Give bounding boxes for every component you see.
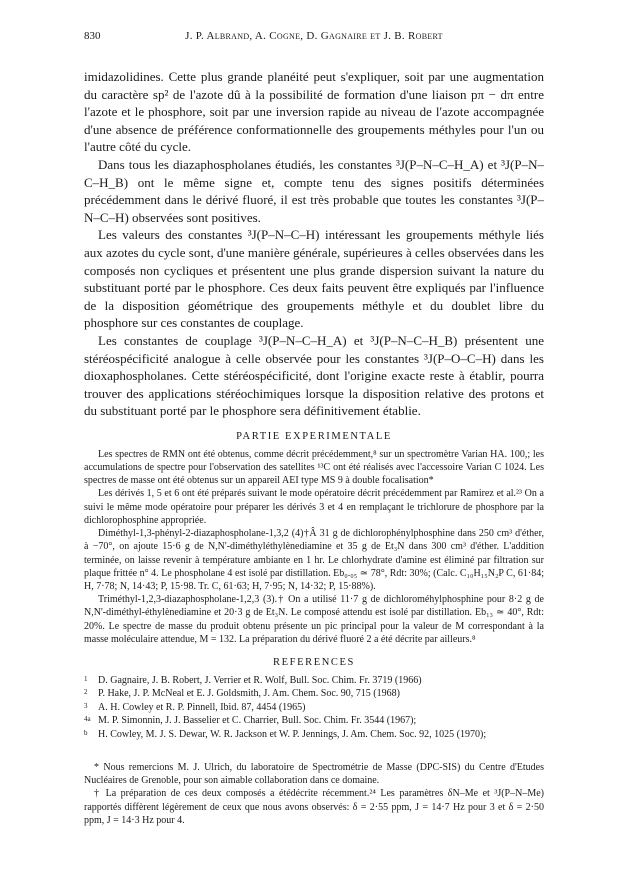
footnote: † La préparation de ces deux composés a étédécrite récemment.²⁴ Les paramètres δN–Me et ³J(P–N–Me) rapportés diffèrent légèrement de ceux que nous avons observés: δ = 2·55 ppm, J = 14·7 Hz pour 3 et δ = 2·50 ppm, J = 14·3 Hz pour 4.: [84, 788, 544, 826]
footnotes: [84, 761, 544, 827]
experimental-paragraph: Les spectres de RMN ont été obtenus, comme décrit précédemment,⁸ sur un spectromètre Varian HA. 100,; les accumulations de spectre pour l'observation des satellites ¹³C ont été réalisés avec l'accessoire Varian C 1024. Les spectres de masse ont été obtenus sur un appareil AEI type MS 9 à double focalisation*: [84, 448, 544, 487]
paragraph: imidazolidines. Cette plus grande planéité peut s'expliquer, soit par une augmentation du caractère sp² de l'azote dû à la possibilité de formation d'une liaison pπ − dπ entre l'azote et le phosphore, soit par une inversion rapide au niveau de l'azote accompagnée d'une absence de préférence conformationnelle des groupements méthyles pour l'un ou l'autre côté du cycle.: [84, 69, 544, 155]
running-header: [84, 30, 544, 46]
reference-text: A. H. Cowley et R. P. Pinnell, Ibid. 87, 4454 (1965): [98, 701, 306, 713]
experimental-paragraph: Diméthyl-1,3-phényl-2-diazaphospholane-1,3,2 (4)†Â 31 g de dichlorophénylphosphine dans 250 cm³ d'éther, à −70°, on ajoute 15·6 g de N,N'-diméthyléthylènediamine et 35 g de Et₃N dans 300 cm³ d'éther. L'addition terminée, on laisse revenir à température ambiante en 1 hr. Le chlorhydrate d'amine est éliminé par filtration sur plaque frittée n° 4. Le phospholane 4 est isolé par distillation. Eb₀.₀₅ ≃ 78°, Rdt: 30%; (Calc. C₁₀H₁₅N₂P C, 61·84; H, 7·78; N, 14·43; P, 15·98. Tr. C, 61·63; H, 7·95; N, 14·32; P, 15·88%).: [84, 528, 544, 592]
paragraph: Dans tous les diazaphospholanes étudiés, les constantes ³J(P–N–C–H_A) et ³J(P–N–C–H_B) ont le même signe et, compte tenu des signes positifs déterminées précédemment dans le dérivé fluoré, il est très probable que toutes les constantes ³J(P–N–C–H) observées sont positives.: [84, 156, 544, 225]
reference-text: M. P. Simonnin, J. J. Basselier et C. Charrier, Bull. Soc. Chim. Fr. 3544 (1967);: [98, 715, 417, 727]
experimental-paragraph: Les dérivés 1, 5 et 6 ont été préparés suivant le mode opératoire décrit précédemment par Ramirez et al.²³ On a suivi le même mode opératoire pour préparer les dérivés 3 et 4 en remplaçant le trichlorure de phosphore par la dichlorophosphine appropriée.: [84, 488, 544, 526]
main-text: [84, 68, 544, 420]
page: [84, 30, 544, 827]
reference-number: 3: [84, 701, 88, 710]
reference-number: 2: [84, 688, 88, 697]
reference-list: [84, 674, 544, 741]
reference-text: H. Cowley, M. J. S. Dewar, W. R. Jackson et W. P. Jennings, J. Am. Chem. Soc. 92, 1025 (1970);: [98, 728, 487, 740]
running-head-authors: J. P. Albrand, A. Cogne, D. Gagnaire et J. B. Robert: [185, 30, 443, 42]
references-title: REFERENCES: [273, 656, 355, 668]
paragraph: Les valeurs des constantes ³J(P–N–C–H) intéressant les groupements méthyle liés aux azotes du cycle sont, d'une manière générale, supérieures à celles observées dans les composés non cycliques et présentent une plus grande dispersion suivant la nature du substituant porté par le phosphore. Ces deux faits peuvent être expliqués par l'influence de la disposition géométrique des groupements méthyle et du doublet libre du phosphore sur ces constantes de couplage.: [84, 227, 544, 331]
page-number: 830: [84, 30, 101, 42]
reference-number: b: [84, 728, 88, 737]
reference-item: [84, 714, 544, 727]
reference-text: P. Hake, J. P. McNeal et E. J. Goldsmith, J. Am. Chem. Soc. 90, 715 (1968): [98, 688, 400, 700]
reference-item: [84, 728, 544, 741]
footnote: * Nous remercions M. J. Ulrich, du laboratoire de Spectrométrie de Masse (DPC-SIS) du Centre d'Etudes Nucléaires de Grenoble, pour son aimable collaboration dans ce domaine.: [84, 761, 544, 787]
paragraph: Les constantes de couplage ³J(P–N–C–H_A) et ³J(P–N–C–H_B) présentent une stéréospécificité analogue à celle observée pour les constantes ³J(P–O–C–H) dans les dioxaphospholanes. Cette stéréospécificité, dont l'origine exacte reste à établir, pourra trouver des applications stéréochimiques lorsque la disposition relative des protons et du substituant porté par le phosphore sera définitivement établie.: [84, 332, 544, 419]
reference-number: 4a: [84, 715, 91, 724]
experimental-paragraph: Triméthyl-1,2,3-diazaphospholane-1,2,3 (3).† On a utilisé 11·7 g de dichloroméhylphosphine pour 8·2 g de N,N'-diméthyl-éthylènediamine et 20·3 g de Et₃N. Le composé attendu est isolé par distillation. Eb₁₃ ≃ 40°, Rdt: 20%. Le spectre de masse du produit obtenu présente un pic principal pour la valeur de M correspondant à la masse moléculaire attendue, M = 132. La préparation du dérivé fluoré 2 a été décrite par ailleurs.⁸: [84, 594, 544, 645]
reference-item: [84, 701, 544, 714]
reference-text: D. Gagnaire, J. B. Robert, J. Verrier et R. Wolf, Bull. Soc. Chim. Fr. 3719 (1966): [98, 674, 422, 686]
reference-item: [84, 687, 544, 700]
reference-number: 1: [84, 674, 88, 683]
experimental-section-title: PARTIE EXPERIMENTALE: [236, 430, 392, 442]
experimental-section: [84, 448, 544, 646]
reference-item: [84, 674, 544, 687]
